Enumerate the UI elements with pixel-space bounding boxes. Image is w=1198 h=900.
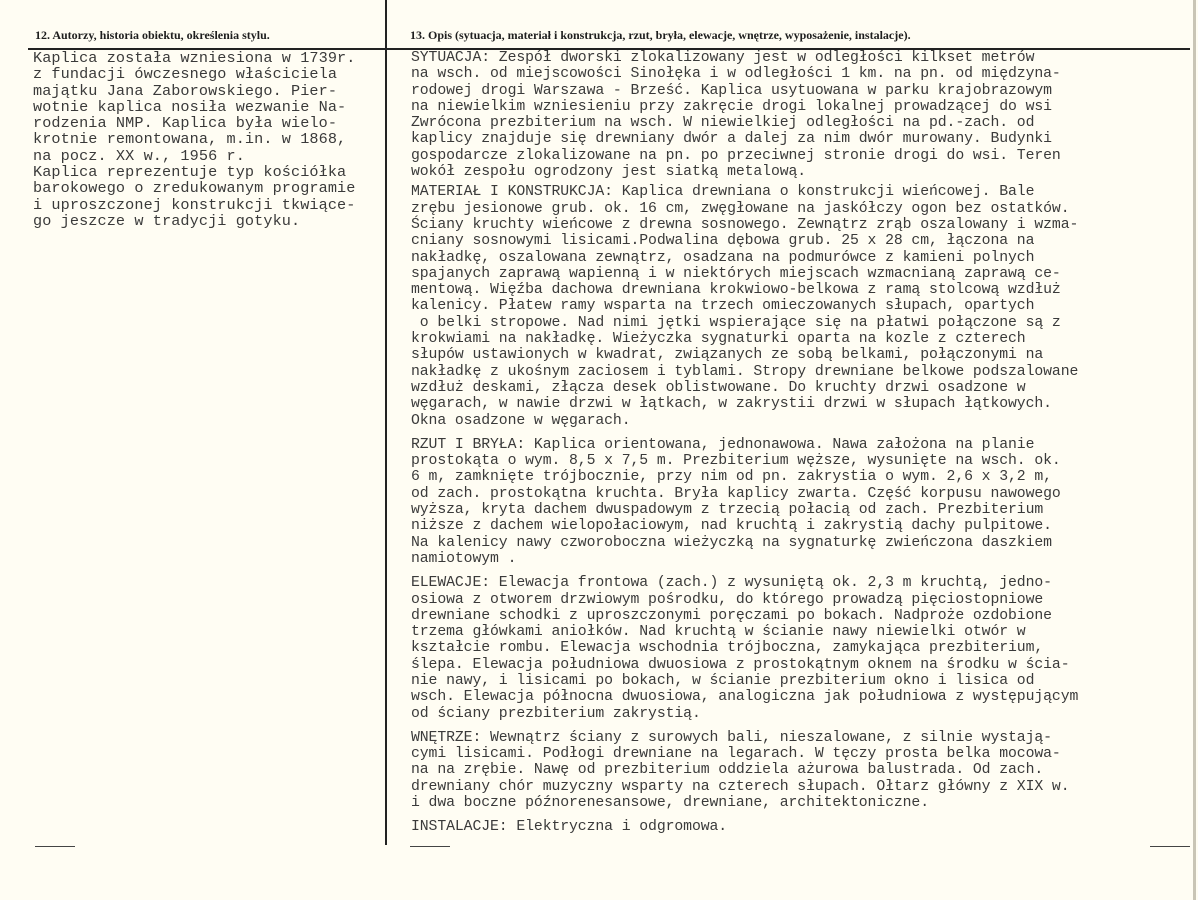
- page-edge: [1193, 0, 1196, 900]
- text-line: wotnie kaplica nosiła wezwanie Na-: [33, 97, 347, 116]
- text-line: i uproszczonej konstrukcji tkwiące-: [33, 195, 356, 214]
- footer-rule-left: [35, 846, 75, 847]
- text-line: Kaplica została wzniesiona w 1739r.: [33, 49, 356, 67]
- text-line: drewniane schodki z uproszczonymi poręczami po bokach. Nadproże ozdobione: [411, 607, 1052, 624]
- text-line: cniany sosnowymi lisicami.Podwalina dębowa grub. 25 x 28 cm, łączona na: [411, 233, 1035, 250]
- authors-history-column: [33, 50, 383, 229]
- column-divider: [385, 0, 387, 845]
- paragraph-gap: [411, 722, 1191, 730]
- rzut-paragraph: [411, 437, 1191, 567]
- text-line: mentową. Więźba dachowa drewniana krokwiowo-belkowa z ramą stolcową wzdłuż: [411, 282, 1061, 299]
- text-line: go jeszcze w tradycji gotyku.: [33, 211, 301, 230]
- text-line: na pocz. XX w., 1956 r.: [33, 146, 245, 165]
- text-line: kalenicy. Płatew ramy wsparta na trzech omieczowanych słupach, opartych: [411, 298, 1035, 315]
- text-line: gospodarcze zlokalizowane na pn. po przeciwnej stronie drogi do wsi. Teren: [411, 147, 1061, 164]
- text-line: krotnie remontowana, m.in. w 1868,: [33, 130, 347, 149]
- text-line: na na zrębie. Nawę od prezbiterium oddziela ażurowa balustrada. Od zach.: [411, 762, 1044, 779]
- text-line: osiowa z otworem drzwiowym pośrodku, do którego prowadzą pięciostopniowe: [411, 591, 1044, 608]
- text-line: majątku Jana Zaborowskiego. Pier-: [33, 81, 338, 100]
- text-line: krokwiami na nakładkę. Wieżyczka sygnaturki oparta na kozle z czterech: [411, 331, 1026, 348]
- text-line: na niewielkim wzniesieniu przy zakręcie drogi lokalnej prowadzącej do wsi: [411, 98, 1052, 115]
- footer-rule-right: [1150, 846, 1190, 847]
- paragraph-gap: [411, 811, 1191, 819]
- text-line: Okna osadzone w węgarach.: [411, 412, 631, 429]
- text-line: Ściany kruchty wieńcowe z drewna sosnowego. Zewnątrz zrąb oszalowany i wzma-: [411, 216, 1079, 233]
- text-line: nakładkę, oszalowana zewnątrz, osadzana na podmurówce z kamieni polnych: [411, 249, 1035, 266]
- text-line: wokół zespołu ogrodzony jest siatką metalową.: [411, 164, 807, 181]
- section-12-header: 12. Autorzy, historia obiektu, określenia stylu.: [35, 28, 270, 42]
- wnetrze-paragraph: [411, 730, 1191, 811]
- text-line: wsch. Elewacja północna dwuosiowa, analogiczna jak południowa z występującym: [411, 689, 1079, 706]
- sytuacja-paragraph: [411, 50, 1191, 180]
- text-line: na wsch. od miejscowości Sinołęka i w odległości 1 km. na pn. od międzyna-: [411, 66, 1061, 83]
- text-line: Na kalenicy nawy czworoboczna wieżyczką na sygnaturkę zwieńczona daszkiem: [411, 534, 1052, 551]
- text-line: nakładkę z ukośnym zaciosem i tyblami. Stropy drewniane belkowe podszalowane: [411, 363, 1079, 380]
- text-line: drewniany chór muzyczny wsparty na czterech słupach. Ołtarz główny z XIX w.: [411, 778, 1070, 795]
- text-line: niższe z dachem wielopołaciowym, nad kruchtą i zakrystią dachy pulpitowe.: [411, 518, 1052, 535]
- text-line: o belki stropowe. Nad nimi jętki wspierające się na płatwi połączone są z: [411, 314, 1061, 331]
- text-line: wyższa, kryta dachem dwuspadowym z trzecią połacią od zach. Prezbiterium: [411, 502, 1044, 519]
- text-line: z fundacji ówczesnego właściciela: [33, 65, 338, 84]
- instalacje-paragraph: [411, 819, 1191, 835]
- text-line: od zach. prostokątna kruchta. Bryła kaplicy zwarta. Część korpusu nawowego: [411, 485, 1061, 502]
- text-line: barokowego o zredukowanym programie: [33, 179, 356, 198]
- text-line: rodowej drogi Warszawa - Brześć. Kaplica usytuowana w parku krajobrazowym: [411, 82, 1052, 99]
- text-line: namiotowym .: [411, 550, 517, 567]
- text-line: spajanych zaprawą wapienną i w niektórych miejscach wzmacnianą zaprawą ce-: [411, 265, 1061, 282]
- text-line: węgarach, w nawie drzwi w łątkach, w zakrystii drzwi w słupach łątkowych.: [411, 396, 1052, 413]
- text-line: wzdłuż deskami, złącza desek oblistwowane. Do kruchty drzwi osadzone w: [411, 379, 1026, 396]
- text-line: kształcie rombu. Elewacja wschodnia trójboczna, zamykająca prezbiterium,: [411, 640, 1044, 657]
- text-line: 6 m, zamknięte trójbocznie, przy nim od pn. zakrystia o wym. 2,6 x 3,2 m,: [411, 469, 1052, 486]
- text-line: nie nawy, i lisicami po bokach, w ścianie prezbiterium okno i lisica od: [411, 672, 1035, 689]
- text-line: WNĘTRZE: Wewnątrz ściany z surowych bali, nieszalowane, z silnie wystają-: [411, 729, 1052, 746]
- text-line: rodzenia NMP. Kaplica była wielo-: [33, 114, 338, 133]
- text-line: RZUT I BRYŁA: Kaplica orientowana, jednonawowa. Nawa założona na planie: [411, 436, 1035, 453]
- paragraph-gap: [411, 429, 1191, 437]
- text-line: Zwrócona prezbiterium na wsch. W niewielkiej odległości na pd.-zach. od: [411, 115, 1035, 132]
- text-line: SYTUACJA: Zespół dworski zlokalizowany jest w odległości kilkset metrów: [411, 50, 1035, 66]
- text-line: trzema główkami aniołków. Nad kruchtą w ścianie nawy niewielki otwór w: [411, 624, 1026, 641]
- text-line: ślepa. Elewacja południowa dwuosiowa z prostokątnym oknem na środku w ścia-: [411, 656, 1070, 673]
- section-13-header: 13. Opis (sytuacja, materiał i konstrukcja, rzut, bryła, elewacje, wnętrze, wyposażenie, instalacje).: [410, 28, 911, 42]
- paragraph-gap: [411, 567, 1191, 575]
- footer-rule-middle: [410, 846, 450, 847]
- text-line: słupów ustawionych w kwadrat, związanych ze sobą belkami, połączonymi na: [411, 347, 1044, 364]
- text-line: i dwa boczne późnorenesansowe, drewniane, architektoniczne.: [411, 795, 929, 812]
- text-line: INSTALACJE: Elektryczna i odgromowa.: [411, 819, 728, 836]
- elewacje-paragraph: [411, 575, 1191, 722]
- text-line: cymi lisicami. Podłogi drewniane na legarach. W tęczy prosta belka mocowa-: [411, 746, 1061, 763]
- text-line: MATERIAŁ I KONSTRUKCJA: Kaplica drewniana o konstrukcji wieńcowej. Bale: [411, 184, 1035, 201]
- material-paragraph: [411, 184, 1191, 428]
- text-line: Kaplica reprezentuje typ kościółka: [33, 163, 347, 182]
- text-line: zrębu jesionowe grub. ok. 16 cm, zwęgłowane na jaskółczy ogon bez ostatków.: [411, 200, 1070, 217]
- text-line: kaplicy znajduje się drewniany dwór a dalej za nim dwór murowany. Budynki: [411, 131, 1052, 148]
- description-column: [411, 50, 1191, 836]
- text-line: ELEWACJE: Elewacja frontowa (zach.) z wysuniętą ok. 2,3 m kruchtą, jedno-: [411, 575, 1052, 592]
- text-line: prostokąta o wym. 8,5 x 7,5 m. Prezbiterium węższe, wysunięte na wsch. ok.: [411, 453, 1061, 470]
- text-line: od ściany prezbiterium zakrystią.: [411, 705, 701, 722]
